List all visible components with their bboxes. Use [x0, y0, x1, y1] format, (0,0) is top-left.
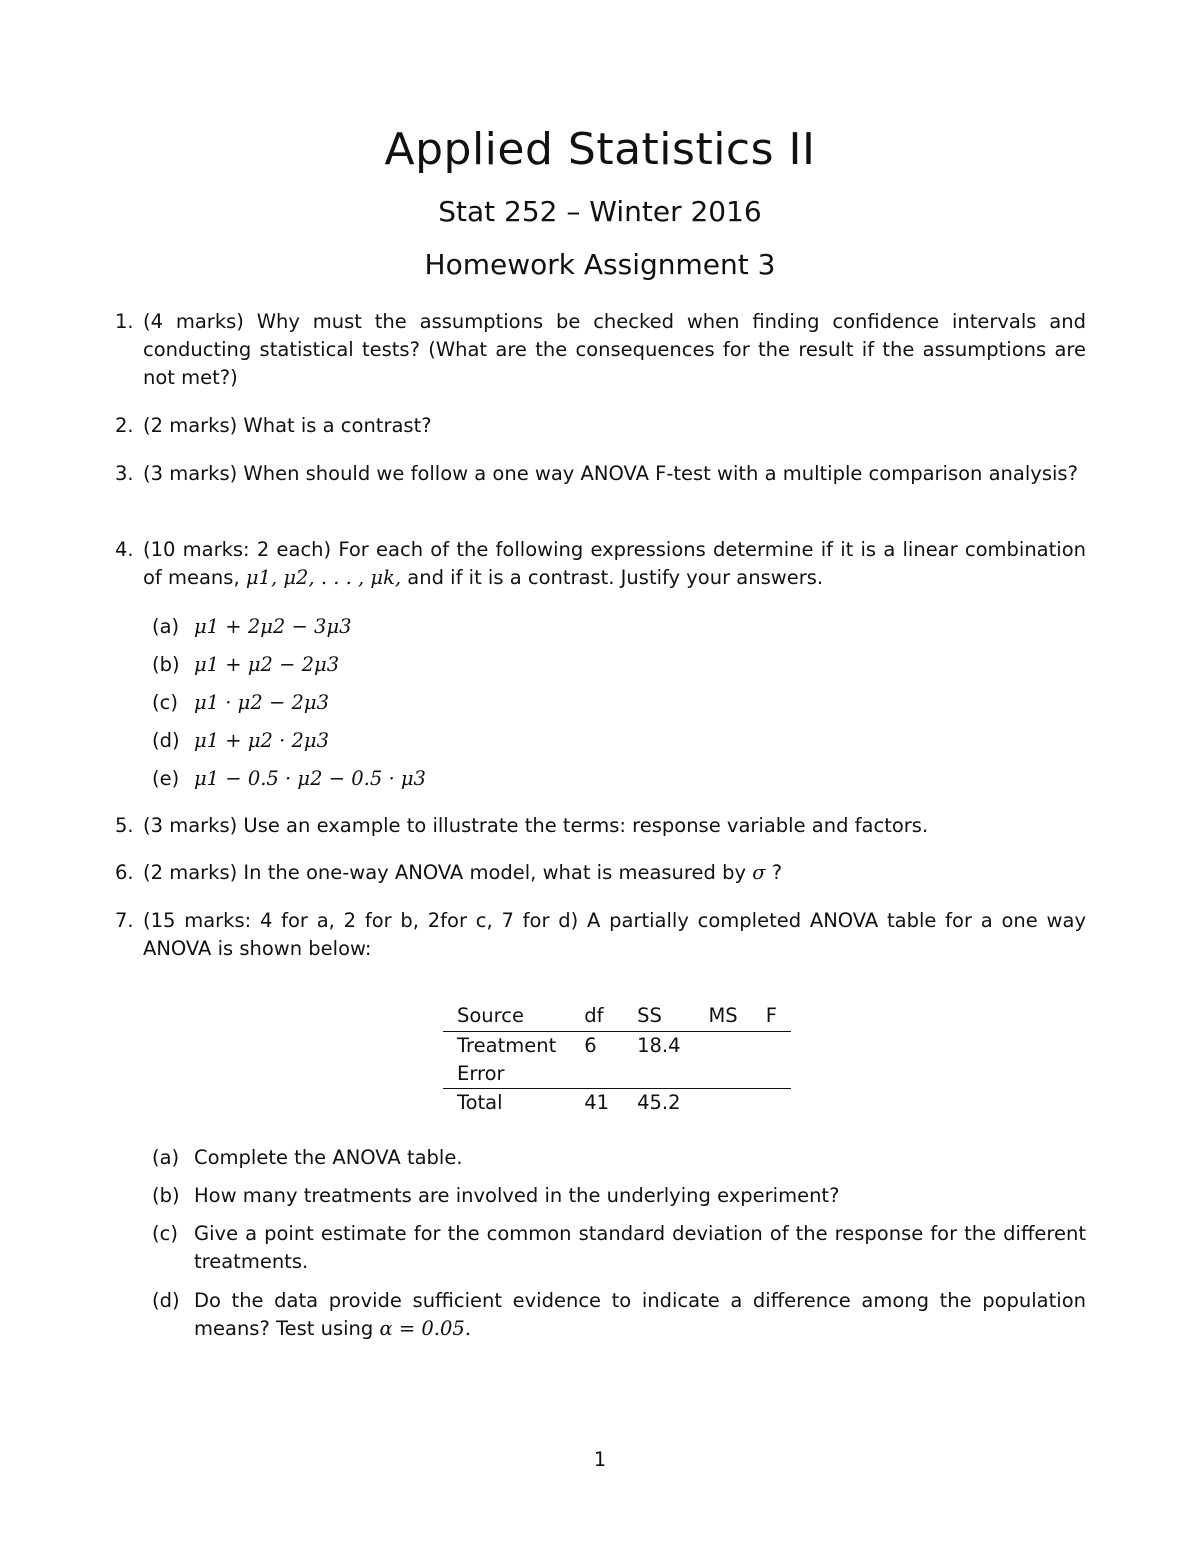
- table-cell: Treatment: [457, 1034, 557, 1057]
- question-text: (4 marks) Why must the assumptions be checked when finding confidence intervals and conducting statistical tests? (What are the consequences for the result if the assumptions are not met?): [143, 310, 1086, 389]
- question-number: 6.: [115, 861, 134, 884]
- question-number: 4.: [115, 538, 134, 561]
- document-title: Applied Statistics II: [384, 124, 816, 175]
- question-number: 7.: [115, 909, 134, 932]
- table-row: [443, 1060, 791, 1089]
- question-text-part: ?: [771, 861, 783, 884]
- table-cell: 6: [584, 1034, 597, 1057]
- question-text-part: (2 marks) In the one-way ANOVA model, what is measured by: [143, 861, 746, 884]
- question-number: 2.: [115, 414, 134, 437]
- part-label: (b): [152, 1184, 180, 1207]
- question-text-part: and if it is a contrast. Justify your answers.: [407, 566, 824, 589]
- part-text: [194, 1287, 1086, 1343]
- table-cell: [694, 1060, 751, 1089]
- question-text: (3 marks) Use an example to illustrate the terms: response variable and factors.: [143, 814, 929, 837]
- table-cell: 41: [570, 1089, 623, 1118]
- part-label: (b): [152, 653, 180, 676]
- expression: μ1 + μ2 · 2μ3: [194, 729, 329, 752]
- table-row: [443, 1032, 791, 1061]
- header-cell: SS: [623, 1002, 694, 1032]
- part-label: (a): [152, 615, 180, 638]
- table-cell: Total: [443, 1089, 570, 1118]
- question-text-part: (10 marks: 2 each) For each of the following expressions determine if it is a linear combination of means,: [143, 538, 1086, 589]
- header-cell: F: [752, 1002, 791, 1032]
- table-cell: [694, 1089, 751, 1118]
- table-cell: [752, 1089, 791, 1118]
- table-cell: [623, 1060, 694, 1089]
- question-text: [143, 536, 1086, 592]
- question-number: 3.: [115, 462, 134, 485]
- part-label: (d): [152, 1289, 180, 1312]
- means-list: μ1, μ2, . . . , μk,: [245, 566, 402, 589]
- question-text: [143, 859, 1086, 887]
- header-cell: MS: [694, 1002, 751, 1032]
- part-text: Complete the ANOVA table.: [194, 1146, 463, 1169]
- table-cell: [570, 1060, 623, 1089]
- expression: μ1 − 0.5 · μ2 − 0.5 · μ3: [194, 767, 426, 790]
- expression: μ1 + 2μ2 − 3μ3: [194, 615, 352, 638]
- table-cell: [694, 1032, 751, 1061]
- table-cell: [752, 1060, 791, 1089]
- table-header-row: [443, 1002, 791, 1032]
- part-label: (d): [152, 729, 180, 752]
- table-cell: 45.2: [623, 1089, 694, 1118]
- part-label: (a): [152, 1146, 180, 1169]
- header-cell: df: [570, 1002, 623, 1032]
- question-text: (2 marks) What is a contrast?: [143, 414, 432, 437]
- table-row: [443, 1089, 791, 1118]
- question-text: (3 marks) When should we follow a one way ANOVA F-test with a multiple comparison analysis?: [143, 462, 1078, 485]
- assignment-heading: Homework Assignment 3: [424, 248, 776, 281]
- question-number: 5.: [115, 814, 134, 837]
- header-cell: Source: [443, 1002, 570, 1032]
- page-number: 1: [593, 1448, 607, 1471]
- table-cell: 18.4: [637, 1034, 681, 1057]
- course-subtitle: Stat 252 – Winter 2016: [438, 195, 762, 228]
- part-text: How many treatments are involved in the underlying experiment?: [194, 1184, 840, 1207]
- part-label: (c): [152, 1222, 178, 1245]
- part-text-main: Do the data provide sufficient evidence to indicate a difference among the population means? Test using: [194, 1289, 1086, 1340]
- part-label: (c): [152, 691, 178, 714]
- table-cell: [752, 1032, 791, 1061]
- expression: μ1 · μ2 − 2μ3: [194, 691, 329, 714]
- part-label: (e): [152, 767, 180, 790]
- question-text: (15 marks: 4 for a, 2 for b, 2for c, 7 for d) A partially completed ANOVA table for a one way ANOVA is shown below:: [143, 909, 1086, 960]
- anova-table: [443, 1002, 791, 1117]
- alpha-level: α = 0.05.: [379, 1317, 472, 1340]
- part-text: Give a point estimate for the common standard deviation of the response for the different treatments.: [194, 1222, 1086, 1273]
- expression: μ1 + μ2 − 2μ3: [194, 653, 340, 676]
- table-cell: Error: [457, 1062, 505, 1085]
- sigma-symbol: σ: [752, 861, 766, 884]
- question-number: 1.: [115, 310, 134, 333]
